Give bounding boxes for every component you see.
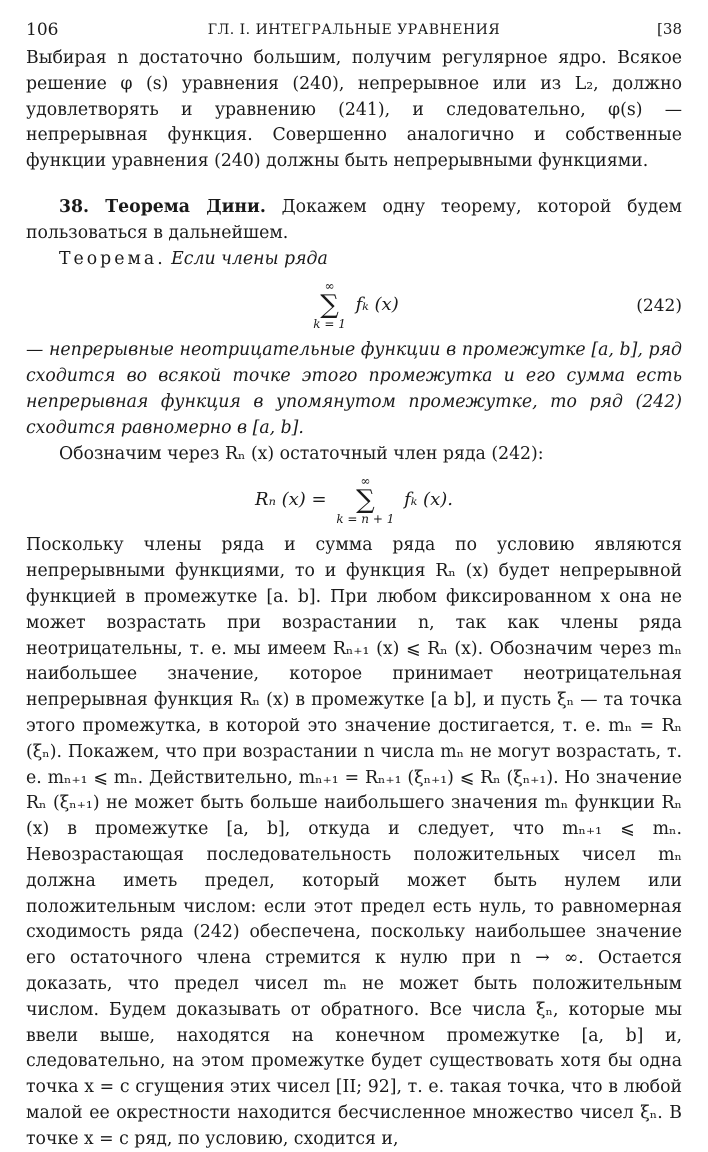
equation-242 (26, 276, 682, 336)
remainder-lhs: Rₙ (x) = (255, 489, 327, 511)
sum-operator (313, 280, 346, 330)
page-header (26, 14, 682, 46)
theorem-continuation: — непрерывные неотрицательные функции в промежутке [a, b], ряд сходится во всякой точке этого промежутка и его сумма есть непрерывная функция в упомянутом промежутке, то ряд (242) сходится равномерно в [a, b]. (26, 340, 682, 438)
theorem-statement (26, 247, 682, 273)
sigma-symbol: ∑ (356, 485, 375, 516)
equation-remainder (26, 471, 682, 531)
section-marker: [38 (657, 20, 682, 38)
sum-operator (336, 475, 394, 525)
theorem-start: Если члены ряда (165, 248, 328, 269)
sum-lower-limit: k = 1 (313, 317, 346, 332)
section-intro: Докажем одну теорему, которой будем пользоваться в дальнейшем. (26, 196, 682, 243)
section-title: 38. Теорема Дини. (59, 196, 266, 217)
page-number: 106 (26, 20, 59, 40)
theorem-label: Теорема. (59, 248, 166, 269)
proof-paragraph: Поскольку члены ряда и сумма ряда по условию являются непрерывными функциями, то и функция Rₙ (x) будет непрерывной функцией в промежутке [a. b]. При любом фиксированном x она не может возрастать при возрастании n, так как члены ряда неотрицательны, т. е. мы имеем Rₙ₊₁ (x) ⩽ Rₙ (x). Обозначим через mₙ наибольшее значение, которое принимает неотрицательная непрерывная функция Rₙ (x) в промежутке [a b], и пусть ξₙ — та точка этого промежутка, в которой это значение достигается, т. е. mₙ = Rₙ (ξₙ). Покажем, что при возрастании n числа mₙ не могут возрастать, т. е. mₙ₊₁ ⩽ mₙ. Действительно, mₙ₊₁ = Rₙ₊₁ (ξₙ₊₁) ⩽ Rₙ (ξₙ₊₁). Но значение Rₙ (ξₙ₊₁) не может быть больше наибольшего значения mₙ функции Rₙ (x) в промежутке [a, b], откуда и следует, что mₙ₊₁ ⩽ mₙ. Невозрастающая последовательность положительных чисел mₙ должна иметь предел, который может быть нулем или положительным числом: если этот предел есть нуль, то равномерная сходимость ряда (242) обеспечена, поскольку наибольшее значение его остаточного члена стремится к нулю при n → ∞. Остается доказать, что предел чисел mₙ не может быть положительным числом. Будем доказывать от обратного. Все числа ξₙ, которые мы ввели выше, находятся на конечном промежутке [a, b] и, следовательно, на этом промежутке будет существовать хотя бы одна точка x = c сгущения этих чисел [II; 92], т. е. такая точка, что в любой малой ее окрестности находится бесчисленное множество чисел ξₙ. В точке x = c ряд, по условию, сходится и, (26, 535, 682, 1149)
equation-number: (242) (636, 296, 682, 317)
sum-term: fₖ (x) (355, 294, 399, 316)
section-heading-paragraph (26, 195, 682, 247)
sum-lower-limit: k = n + 1 (336, 512, 395, 527)
paragraph-intro: Выбирая n достаточно большим, получим регулярное ядро. Всякое решение φ (s) уравнения (240), непрерывное или из L₂, должно удовлетворять и уравнению (241), и следовательно, φ(s) — непрерывная функция. Совершенно аналогично и собственные функции уравнения (240) должны быть непрерывными функциями. (26, 48, 682, 172)
book-page (26, 14, 682, 1152)
remainder-intro: Обозначим через Rₙ (x) остаточный член ряда (242): (59, 443, 544, 464)
sum-upper-limit: ∞ (360, 474, 371, 489)
running-title: ГЛ. I. ИНТЕГРАЛЬНЫЕ УРАВНЕНИЯ (207, 22, 501, 38)
remainder-term: fₖ (x). (404, 489, 453, 511)
sum-upper-limit: ∞ (324, 279, 335, 294)
sigma-symbol: ∑ (320, 290, 339, 321)
